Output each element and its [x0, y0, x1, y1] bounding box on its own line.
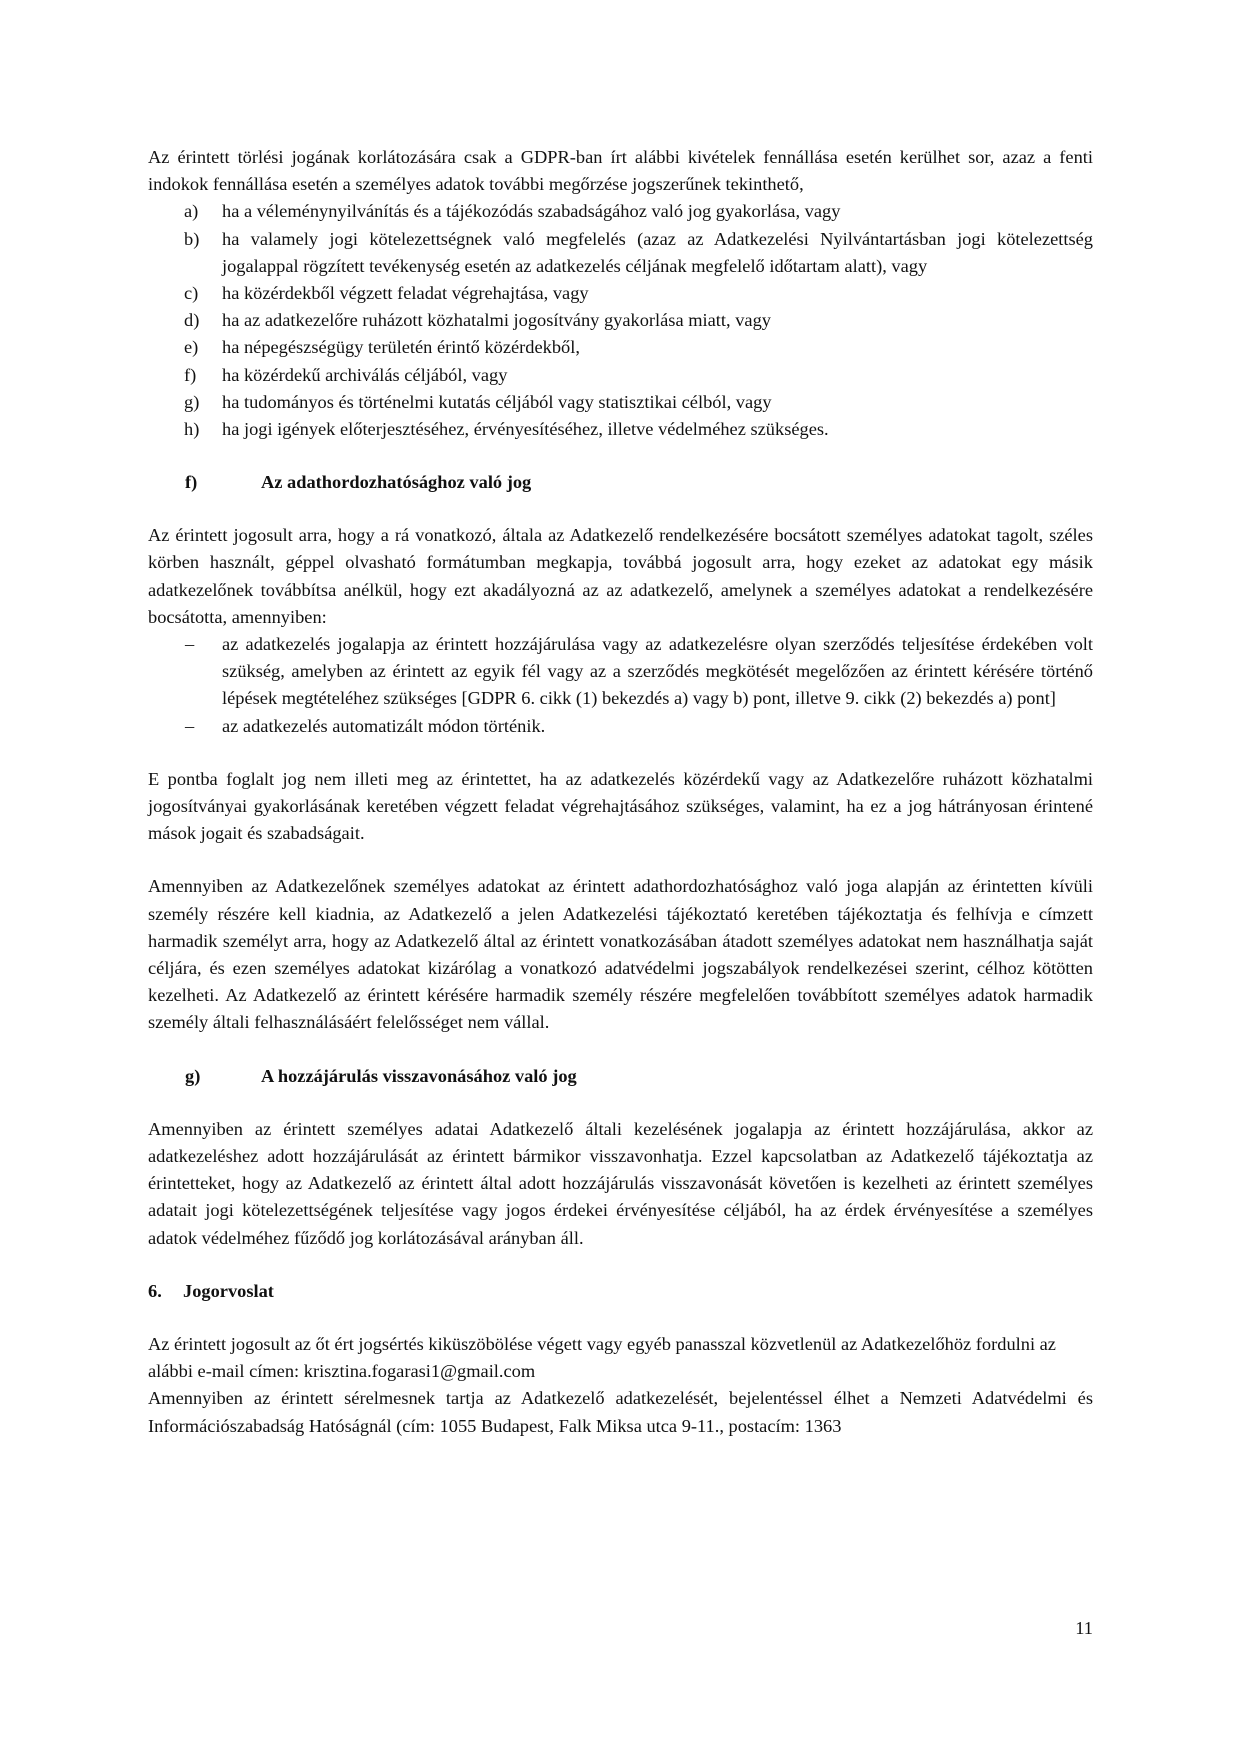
list-item-text: ha népegészségügy területén érintő közérdekből, — [222, 337, 580, 358]
list-item-text: ha tudományos és történelmi kutatás céljából vagy statisztikai célból, vagy — [222, 391, 772, 412]
list-item-text: ha jogi igények előterjesztéséhez, érvényesítéséhez, illetve védelméhez szükséges. — [222, 419, 829, 440]
list-marker: f) — [184, 364, 197, 385]
list-item-text: ha közérdekű archiválás céljából, vagy — [222, 364, 508, 385]
list-marker: c) — [184, 283, 199, 304]
list-item-text: ha közérdekből végzett feladat végrehajtása, vagy — [222, 283, 589, 304]
list-item — [148, 226, 1093, 280]
section-6-paragraph-2: Amennyiben az érintett sérelmesnek tartja az Adatkezelő adatkezelését, bejelentéssel élhet a Nemzeti Adatvédelmi és Információszabadság Hatóságnál (cím: 1055 Budapest, Falk Miksa utca 9-11., postacím: 1363 — [148, 1388, 1093, 1436]
section-6-title: Jogorvoslat — [183, 1280, 274, 1301]
section-g-title: A hozzájárulás visszavonásához való jog — [261, 1065, 577, 1086]
section-6-heading — [148, 1278, 1093, 1305]
list-item — [148, 631, 1093, 713]
list-item — [148, 389, 1093, 416]
list-marker: b) — [184, 228, 200, 249]
list-marker: a) — [184, 201, 199, 222]
section-f-number: f) — [185, 472, 198, 493]
list-item-text: az adatkezelés automatizált módon történik. — [222, 715, 546, 736]
list-marker: g) — [184, 391, 200, 412]
section-6-paragraph-1: Az érintett jogosult az őt ért jogsértés kiküszöbölése végett vagy egyéb panasszal közvetlenül az Adatkezelőhöz fordulni az alábbi e-mail címen: krisztina.fogarasi1@gmail.com — [148, 1333, 1056, 1382]
list-item-text: ha az adatkezelőre ruházott közhatalmi jogosítvány gyakorlása miatt, vagy — [222, 310, 771, 331]
dash-marker: – — [185, 634, 195, 655]
list-item — [148, 307, 1093, 334]
section-g-heading — [148, 1063, 1093, 1090]
intro-paragraph: Az érintett törlési jogának korlátozására csak a GDPR-ban írt alábbi kivételek fennállása esetén kerülhet sor, azaz a fenti indokok fennállása esetén a személyes adatok további megőrzése jogszerűnek tekinthető, — [148, 147, 1093, 195]
dash-marker: – — [185, 715, 195, 736]
section-f-heading — [148, 469, 1093, 496]
section-6-number: 6. — [148, 1280, 162, 1301]
section-g-paragraph: Amennyiben az érintett személyes adatai Adatkezelő általi kezelésének jogalapja az érintett hozzájárulása, akkor az adatkezeléshez adott hozzájárulását az érintett bármikor visszavonhatja. Ezzel kapcsolatban az Adatkezelő tájékoztatja az érintetteket, hogy az Adatkezelő az érintett által adott hozzájárulás visszavonását követően is kezelheti az érintett személyes adatait jogi kötelezettségének teljesítése vagy jogos érdekei érvényesítése céljából, ha az érdek érvényesítése a személyes adatok védelméhez fűződő jog korlátozásával arányban áll. — [148, 1118, 1093, 1248]
list-item — [148, 280, 1093, 307]
section-f-paragraph-2: E pontba foglalt jog nem illeti meg az érintettet, ha az adatkezelés közérdekű vagy az Adatkezelőre ruházott közhatalmi jogosítványai gyakorlásának keretében végzett feladat végrehajtásához szükséges, valamint, ha ez a jog hátrányosan érintené mások jogait és szabadságait. — [148, 768, 1093, 844]
section-f-title: Az adathordozhatósághoz való jog — [261, 472, 532, 493]
list-item — [148, 334, 1093, 361]
list-item — [148, 362, 1093, 389]
list-marker: e) — [184, 337, 199, 358]
document-page — [148, 144, 1093, 1440]
exceptions-list — [148, 198, 1093, 443]
list-item-text: az adatkezelés jogalapja az érintett hozzájárulása vagy az adatkezelésre olyan szerződés teljesítése érdekében volt szükség, amelyben az érintett az egyik fél vagy az a szerződés megkötését megelőzően az érintett kérésére történő lépések megtételéhez szükséges [GDPR 6. cikk (1) bekezdés a) vagy b) pont, illetve 9. cikk (2) bekezdés a) pont] — [222, 634, 1093, 709]
page-number: 11 — [1075, 1618, 1093, 1638]
list-item — [148, 713, 1093, 740]
list-item-text: ha a véleménynyilvánítás és a tájékozódás szabadságához való jog gyakorlása, vagy — [222, 201, 841, 222]
list-marker: d) — [184, 310, 200, 331]
list-item-text: ha valamely jogi kötelezettségnek való megfelelés (azaz az Adatkezelési Nyilvántartásban jogi kötelezettség jogalappal rögzített tevékenység esetén az adatkezelés céljának megfelelő időtartam alatt), vagy — [222, 228, 1093, 276]
section-f-paragraph-3: Amennyiben az Adatkezelőnek személyes adatokat az érintett adathordozhatósághoz való joga alapján az érintetten kívüli személy részére kell kiadnia, az Adatkezelő a jelen Adatkezelési tájékoztató keretében tájékoztatja és felhívja e címzett harmadik személyt arra, hogy az Adatkezelő által az érintett vonatkozásában átadott személyes adatokat nem használhatja saját céljára, és ezen személyes adatokat kizárólag a vonatkozó adatvédelmi jogszabályok rendelkezései szerint, célhoz kötötten kezelheti. Az Adatkezelő az érintett kérésére harmadik személy részére megfelelően továbbított személyes adatok harmadik személy általi felhasználásáért felelősséget nem vállal. — [148, 876, 1093, 1033]
list-marker: h) — [184, 419, 200, 440]
section-f-paragraph-1: Az érintett jogosult arra, hogy a rá vonatkozó, általa az Adatkezelő rendelkezésére bocsátott személyes adatokat tagolt, széles körben használt, géppel olvasható formátumban megkapja, továbbá jogosult arra, hogy ezeket az adatokat egy másik adatkezelőnek továbbítsa anélkül, hogy ezt akadályozná az az adatkezelő, amelynek a személyes adatokat a rendelkezésére bocsátotta, amennyiben: — [148, 525, 1093, 627]
section-f-bullet-list — [148, 631, 1093, 740]
list-item — [148, 198, 1093, 225]
section-g-number: g) — [185, 1065, 201, 1086]
list-item — [148, 416, 1093, 443]
